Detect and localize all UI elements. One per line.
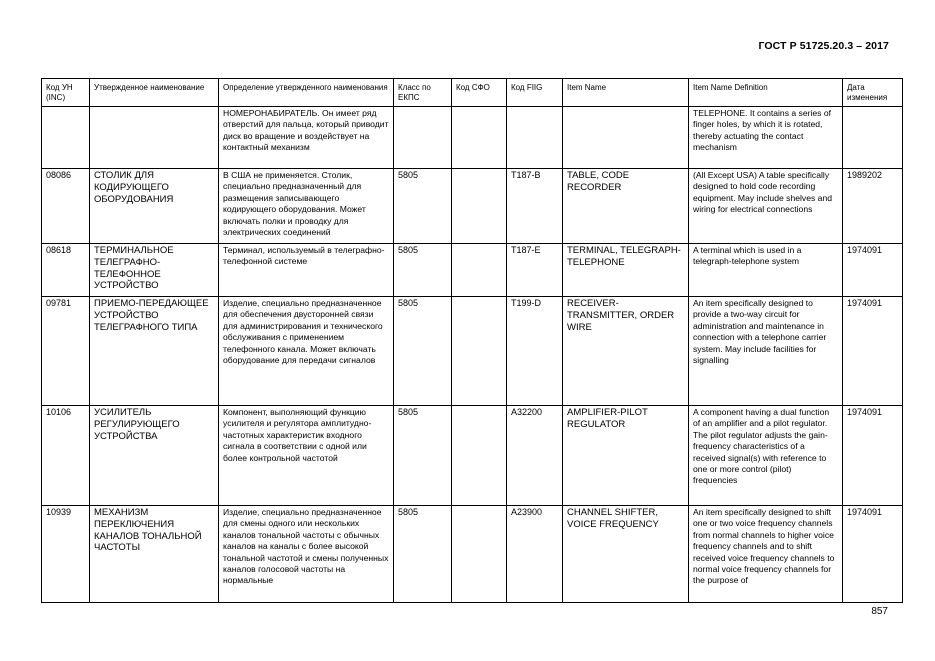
header-item-name: Item Name [563, 79, 689, 107]
cell-approved-name: СТОЛИК ДЛЯ КОДИРУЮЩЕГО ОБОРУДОВАНИЯ [90, 169, 219, 244]
cell-definition: НОМЕРОНАБИРАТЕЛЬ. Он имеет ряд отверстий для пальца, который приводит диск во вращение и воздействует на контактный механизм [219, 107, 394, 169]
cell-inc: 08618 [42, 244, 90, 297]
cell-class: 5805 [394, 406, 452, 506]
cell-sfo [452, 297, 507, 406]
cell-date: 1974091 [843, 244, 903, 297]
cell-inc: 08086 [42, 169, 90, 244]
cell-sfo [452, 406, 507, 506]
cell-definition: Компонент, выполняющий функцию усилителя и регулятора амплитудно-частотных характеристик входного сигнала в соответствии с одной или более контрольной частотой [219, 406, 394, 506]
cell-class: 5805 [394, 297, 452, 406]
cell-date [843, 107, 903, 169]
cell-definition: Изделие, специально предназначенное для обеспечения двусторонней связи для администрирования и технического обслуживания с применением телефонного канала. Может включать оборудование для передачи сигналов [219, 297, 394, 406]
cell-inc: 10939 [42, 506, 90, 603]
cell-approved-name: ПРИЕМО-ПЕРЕДАЮЩЕЕ УСТРОЙСТВО ТЕЛЕГРАФНОГО ТИПА [90, 297, 219, 406]
cell-item-definition: An item specifically designed to shift one or two voice frequency channels from normal channels to higher voice frequency channels and to shift received voice frequency channels to normal voice frequency channels for the purpose of [689, 506, 843, 603]
cell-item-name: CHANNEL SHIFTER, VOICE FREQUENCY [563, 506, 689, 603]
header-inc: Код УН (INC) [42, 79, 90, 107]
cell-item-definition: A terminal which is used in a telegraph-telephone system [689, 244, 843, 297]
cell-approved-name: ТЕРМИНАЛЬНОЕ ТЕЛЕГРАФНО-ТЕЛЕФОННОЕ УСТРОЙСТВО [90, 244, 219, 297]
cell-fiig: T187-E [507, 244, 563, 297]
cell-fiig: T187-B [507, 169, 563, 244]
header-date: Дата изменения [843, 79, 903, 107]
cell-definition: Изделие, специально предназначенное для смены одного или нескольких каналов тональной частоты с обычных каналов на каналы с более высокой тональной частотой и смены полученных каналов голосовой частоты на нормальные [219, 506, 394, 603]
header-item-definition: Item Name Definition [689, 79, 843, 107]
cell-approved-name [90, 107, 219, 169]
header-class: Класс по ЕКПС [394, 79, 452, 107]
cell-item-name: AMPLIFIER-PILOT REGULATOR [563, 406, 689, 506]
cell-definition: В США не применяется. Столик, специально предназначенный для размещения записывающего кодирующего оборудования. Может включать полки и проводку для электрических соединений [219, 169, 394, 244]
table-row [42, 169, 903, 244]
cell-item-name: TERMINAL, TELEGRAPH-TELEPHONE [563, 244, 689, 297]
cell-fiig: A32200 [507, 406, 563, 506]
cell-inc: 10106 [42, 406, 90, 506]
header-definition: Определение утвержденного наименования [219, 79, 394, 107]
header-sfo: Код СФО [452, 79, 507, 107]
cell-class: 5805 [394, 506, 452, 603]
header-row [42, 79, 903, 107]
cell-item-name: RECEIVER-TRANSMITTER, ORDER WIRE [563, 297, 689, 406]
cell-date: 1974091 [843, 406, 903, 506]
table-row [42, 506, 903, 603]
cell-item-definition: TELEPHONE. It contains a series of finger holes, by which it is rotated, thereby actuating the contact mechanism [689, 107, 843, 169]
catalog-table [41, 78, 903, 603]
cell-date: 1974091 [843, 506, 903, 603]
table-row [42, 244, 903, 297]
cell-sfo [452, 506, 507, 603]
cell-item-definition: An item specifically designed to provide a two-way circuit for administration and maintenance in connection with a telephone carrier system. May include facilities for signalling [689, 297, 843, 406]
cell-item-definition: A component having a dual function of an amplifier and a pilot regulator. The pilot regulator adjusts the gain-frequency characteristics of a received signal(s) with reference to one or more control (pilot) frequencies [689, 406, 843, 506]
table-row [42, 297, 903, 406]
cell-definition: Терминал, используемый в телеграфно-телефонной системе [219, 244, 394, 297]
cell-class: 5805 [394, 244, 452, 297]
cell-inc: 09781 [42, 297, 90, 406]
cell-fiig: T199-D [507, 297, 563, 406]
cell-sfo [452, 169, 507, 244]
cell-fiig: A23900 [507, 506, 563, 603]
cell-approved-name: УСИЛИТЕЛЬ РЕГУЛИРУЮЩЕГО УСТРОЙСТВА [90, 406, 219, 506]
cell-item-name: TABLE, CODE RECORDER [563, 169, 689, 244]
header-fiig: Код FIIG [507, 79, 563, 107]
cell-item-definition: (All Except USA) A table specifically designed to hold code recording equipment. May include shelves and wiring for electrical connections [689, 169, 843, 244]
cell-date: 1989202 [843, 169, 903, 244]
table-row [42, 107, 903, 169]
table-row [42, 406, 903, 506]
cell-approved-name: МЕХАНИЗМ ПЕРЕКЛЮЧЕНИЯ КАНАЛОВ ТОНАЛЬНОЙ ЧАСТОТЫ [90, 506, 219, 603]
cell-fiig [507, 107, 563, 169]
cell-class [394, 107, 452, 169]
standard-number: ГОСТ Р 51725.20.3 – 2017 [758, 40, 889, 52]
cell-inc [42, 107, 90, 169]
header-approved-name: Утвержденное наименование [90, 79, 219, 107]
cell-item-name [563, 107, 689, 169]
cell-sfo [452, 107, 507, 169]
cell-date: 1974091 [843, 297, 903, 406]
page-number: 857 [871, 606, 888, 617]
cell-sfo [452, 244, 507, 297]
cell-class: 5805 [394, 169, 452, 244]
